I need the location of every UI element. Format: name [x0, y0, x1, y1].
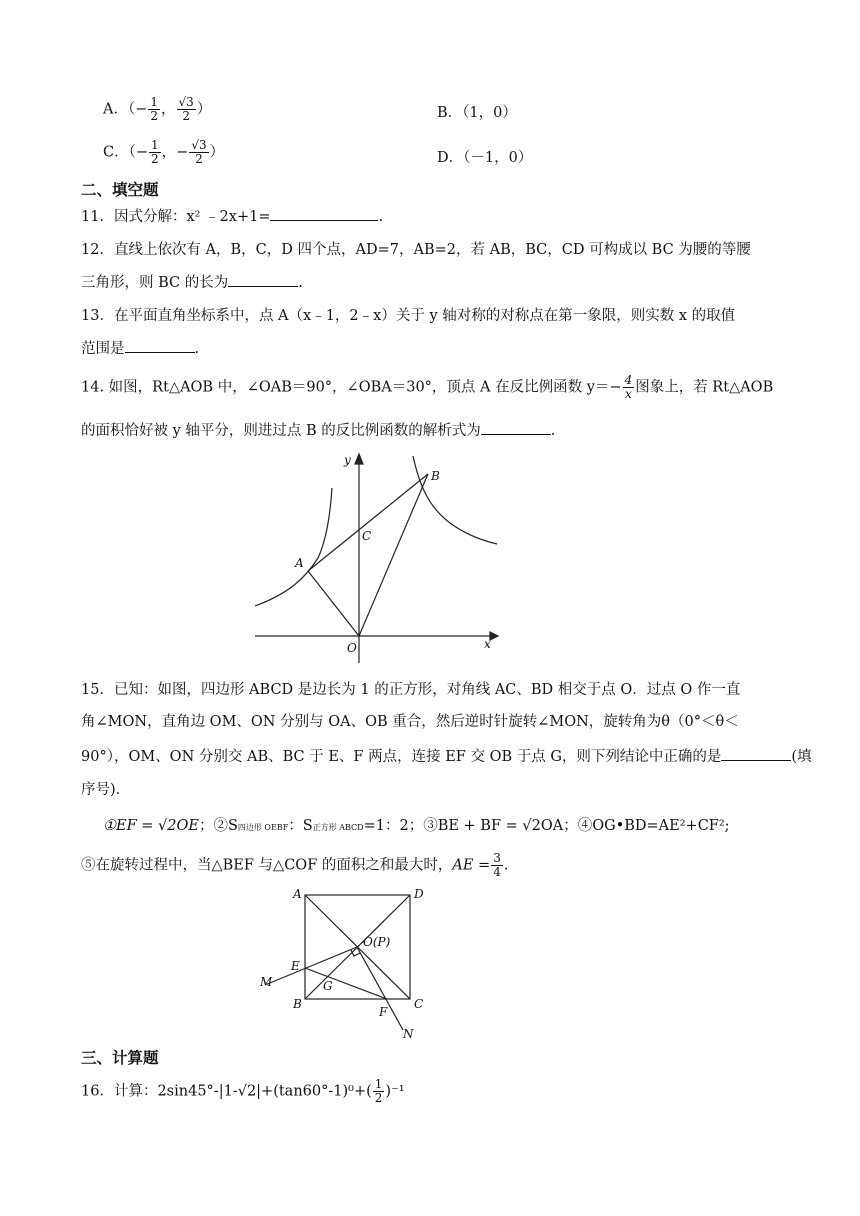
label-b: B	[293, 997, 302, 1011]
segment-ob	[359, 474, 428, 636]
answer-blank[interactable]	[721, 746, 791, 761]
section-heading-fill-blank: 二、填空题	[81, 181, 159, 199]
label-c: C	[414, 997, 424, 1011]
question-15-line1: 15．已知：如图，四边形 ABCD 是边长为 1 的正方形，对角线 AC、BD 相交于点 O．过点 O 作一直	[81, 682, 741, 698]
option-a: A．（− $\frac{1}{2}$ ， $\frac{√3}{2}$ ）	[103, 95, 212, 123]
label-f: F	[379, 1005, 388, 1019]
answer-blank[interactable]	[481, 420, 551, 435]
label-b: B	[431, 469, 440, 483]
label-o: O	[347, 641, 357, 655]
question-15-line4: 序号)．	[81, 782, 131, 798]
section-heading-calculation: 三、计算题	[81, 1049, 159, 1067]
question-12-line1: 12．直线上依次有 A，B，C，D 四个点，AD=7，AB=2，若 AB，BC，CD 可构成以 BC 为腰的等腰	[81, 242, 751, 258]
segment-ao	[308, 571, 359, 636]
question-15-line2: 角∠MON，直角边 OM、ON 分别与 OA、OB 重合，然后逆时针旋转∠MON，旋转角为θ（0°＜θ＜	[81, 714, 739, 730]
label-o: O(P)	[363, 935, 391, 949]
y-axis-arrow	[355, 454, 363, 464]
label-d: D	[414, 887, 424, 901]
label-e: E	[291, 959, 300, 973]
question-13-line2: 范围是 .	[81, 338, 199, 359]
question-12-line2: 三角形，则 BC 的长为 .	[81, 272, 303, 293]
figure-q14	[250, 448, 505, 668]
label-g: G	[323, 979, 333, 993]
label-a: A	[295, 556, 304, 570]
question-15-conclusions: ①EF = √2OE；②S四边形 OEBF：S正方形 ABCD=1：2；③BE + BF = √2OA；④OG•BD=AE²+CF²;	[103, 818, 730, 834]
question-14-line2: 的面积恰好被 y 轴平分，则进过点 B 的反比例函数的解析式为 .	[81, 420, 555, 441]
segment-ef	[305, 968, 387, 999]
label-n: N	[403, 1027, 414, 1041]
hyperbola-left	[255, 488, 332, 606]
label-m: M	[260, 975, 273, 989]
hyperbola-right	[413, 456, 497, 544]
answer-blank[interactable]	[125, 338, 195, 353]
label-x: x	[484, 637, 491, 651]
question-15-conclusion-5: ⑤在旋转过程中，当△BEF 与△COF 的面积之和最大时，AE = $\frac{3}{4}$ .	[81, 851, 509, 879]
answer-blank[interactable]	[270, 206, 378, 221]
answer-blank[interactable]	[228, 272, 298, 287]
label-a: A	[293, 887, 302, 901]
question-15-line3: 90°），OM、ON 分别交 AB、BC 于 E、F 两点，连接 EF 交 OB 于点 G，则下列结论中正确的是 (填	[81, 746, 812, 767]
segment-ab	[308, 474, 428, 571]
option-b: B．（1，0）	[437, 105, 517, 121]
label-y: y	[344, 453, 351, 467]
option-c: C．（− $\frac{1}{2}$ ，− $\frac{√3}{2}$ ）	[103, 138, 225, 166]
x-axis-arrow	[490, 632, 498, 640]
figure-q15	[255, 882, 435, 1042]
question-14-line1: 14. 如图，Rt△AOB 中，∠OAB＝90°，∠OBA＝30°，顶点 A 在反比例函数 y＝− $\frac{4}{x}$ 图象上，若 Rt△AOB	[81, 373, 774, 401]
label-c: C	[362, 529, 372, 543]
question-11: 11．因式分解：x² ﹣2x+1= .	[81, 206, 383, 227]
option-d: D．（－1，0）	[437, 150, 533, 166]
question-16: 16．计算：2sin45°-|1-√2|+(tan60°-1)⁰+( $\frac{1}{2}$ )⁻¹	[81, 1077, 405, 1105]
question-13-line1: 13．在平面直角坐标系中，点 A（x﹣1，2﹣x）关于 y 轴对称的对称点在第一象限，则实数 x 的取值	[81, 308, 736, 324]
ray-om	[265, 947, 357, 985]
